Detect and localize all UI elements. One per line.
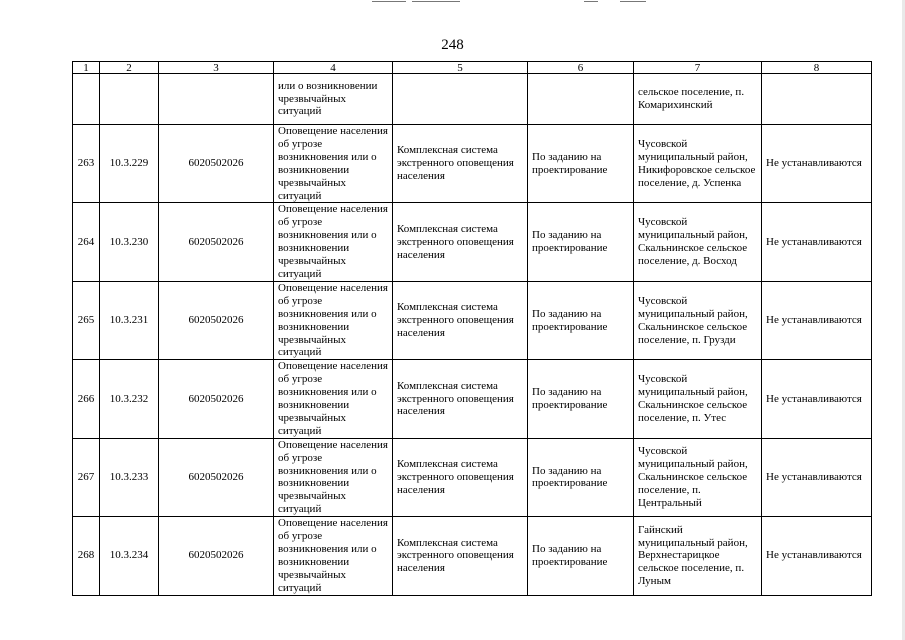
empty-cell (762, 74, 872, 125)
table-row (73, 281, 872, 359)
location-cell: Гайнский муниципальный район, Верхнестарицкое сельское поселение, п. Луным (634, 517, 762, 595)
budget-code-cell: 6020502026 (159, 203, 274, 281)
item-code-cell: 10.3.231 (100, 281, 159, 359)
note-cell: Не устанавливаются (762, 517, 872, 595)
row-number-cell: 265 (73, 281, 100, 359)
location-cell: Чусовской муниципальный район, Скальнинское сельское поселение, д. Восход (634, 203, 762, 281)
column-header: 5 (393, 62, 528, 74)
basis-cell: По заданию на проектирование (528, 203, 634, 281)
item-name-cell: Оповещение населения об угрозе возникновения или о возникновении чрезвычайных ситуаций (274, 203, 393, 281)
system-cell: Комплексная система экстренного оповещения населения (393, 281, 528, 359)
empty-cell (100, 74, 159, 125)
note-cell: Не устанавливаются (762, 125, 872, 203)
column-header: 4 (274, 62, 393, 74)
location-cell: Чусовской муниципальный район, Скальнинское сельское поселение, п. Утес (634, 360, 762, 438)
basis-cell: По заданию на проектирование (528, 281, 634, 359)
note-cell: Не устанавливаются (762, 203, 872, 281)
continued-name-cell: или о возникновении чрезвычайных ситуаций (274, 74, 393, 125)
row-number-cell: 268 (73, 517, 100, 595)
location-cell: Чусовской муниципальный район, Скальнинское сельское поселение, п. Центральный (634, 438, 762, 516)
empty-cell (528, 74, 634, 125)
document-table (72, 61, 872, 596)
empty-cell (393, 74, 528, 125)
row-number-cell: 266 (73, 360, 100, 438)
item-name-cell: Оповещение населения об угрозе возникновения или о возникновении чрезвычайных ситуаций (274, 281, 393, 359)
system-cell: Комплексная система экстренного оповещения населения (393, 360, 528, 438)
item-name-cell: Оповещение населения об угрозе возникновения или о возникновении чрезвычайных ситуаций (274, 360, 393, 438)
table-row (73, 125, 872, 203)
item-name-cell: Оповещение населения об угрозе возникновения или о возникновении чрезвычайных ситуаций (274, 125, 393, 203)
budget-code-cell: 6020502026 (159, 281, 274, 359)
column-header: 1 (73, 62, 100, 74)
table-row (73, 517, 872, 595)
item-code-cell: 10.3.229 (100, 125, 159, 203)
item-name-cell: Оповещение населения об угрозе возникновения или о возникновении чрезвычайных ситуаций (274, 438, 393, 516)
basis-cell: По заданию на проектирование (528, 438, 634, 516)
location-cell: Чусовской муниципальный район, Никифоровское сельское поселение, д. Успенка (634, 125, 762, 203)
column-header: 7 (634, 62, 762, 74)
column-number-row (73, 62, 872, 74)
note-cell: Не устанавливаются (762, 438, 872, 516)
item-name-cell: Оповещение населения об угрозе возникновения или о возникновении чрезвычайных ситуаций (274, 517, 393, 595)
system-cell: Комплексная система экстренного оповещения населения (393, 438, 528, 516)
empty-cell (73, 74, 100, 125)
table-row (73, 203, 872, 281)
budget-code-cell: 6020502026 (159, 517, 274, 595)
row-number-cell: 267 (73, 438, 100, 516)
basis-cell: По заданию на проектирование (528, 360, 634, 438)
column-header: 3 (159, 62, 274, 74)
system-cell: Комплексная система экстренного оповещения населения (393, 517, 528, 595)
note-cell: Не устанавливаются (762, 281, 872, 359)
table-row (73, 438, 872, 516)
table-row (73, 360, 872, 438)
column-header: 6 (528, 62, 634, 74)
column-header: 2 (100, 62, 159, 74)
basis-cell: По заданию на проектирование (528, 125, 634, 203)
page-number: 248 (441, 37, 464, 53)
item-code-cell: 10.3.230 (100, 203, 159, 281)
scan-top-marks (0, 0, 905, 6)
empty-cell (159, 74, 274, 125)
item-code-cell: 10.3.232 (100, 360, 159, 438)
system-cell: Комплексная система экстренного оповещения населения (393, 125, 528, 203)
location-cell: Чусовской муниципальный район, Скальнинское сельское поселение, п. Грузди (634, 281, 762, 359)
column-header: 8 (762, 62, 872, 74)
item-code-cell: 10.3.233 (100, 438, 159, 516)
continuation-row (73, 74, 872, 125)
row-number-cell: 264 (73, 203, 100, 281)
budget-code-cell: 6020502026 (159, 438, 274, 516)
row-number-cell: 263 (73, 125, 100, 203)
system-cell: Комплексная система экстренного оповещения населения (393, 203, 528, 281)
note-cell: Не устанавливаются (762, 360, 872, 438)
continued-location-cell: сельское поселение, п. Комарихинский (634, 74, 762, 125)
budget-code-cell: 6020502026 (159, 125, 274, 203)
budget-code-cell: 6020502026 (159, 360, 274, 438)
item-code-cell: 10.3.234 (100, 517, 159, 595)
basis-cell: По заданию на проектирование (528, 517, 634, 595)
